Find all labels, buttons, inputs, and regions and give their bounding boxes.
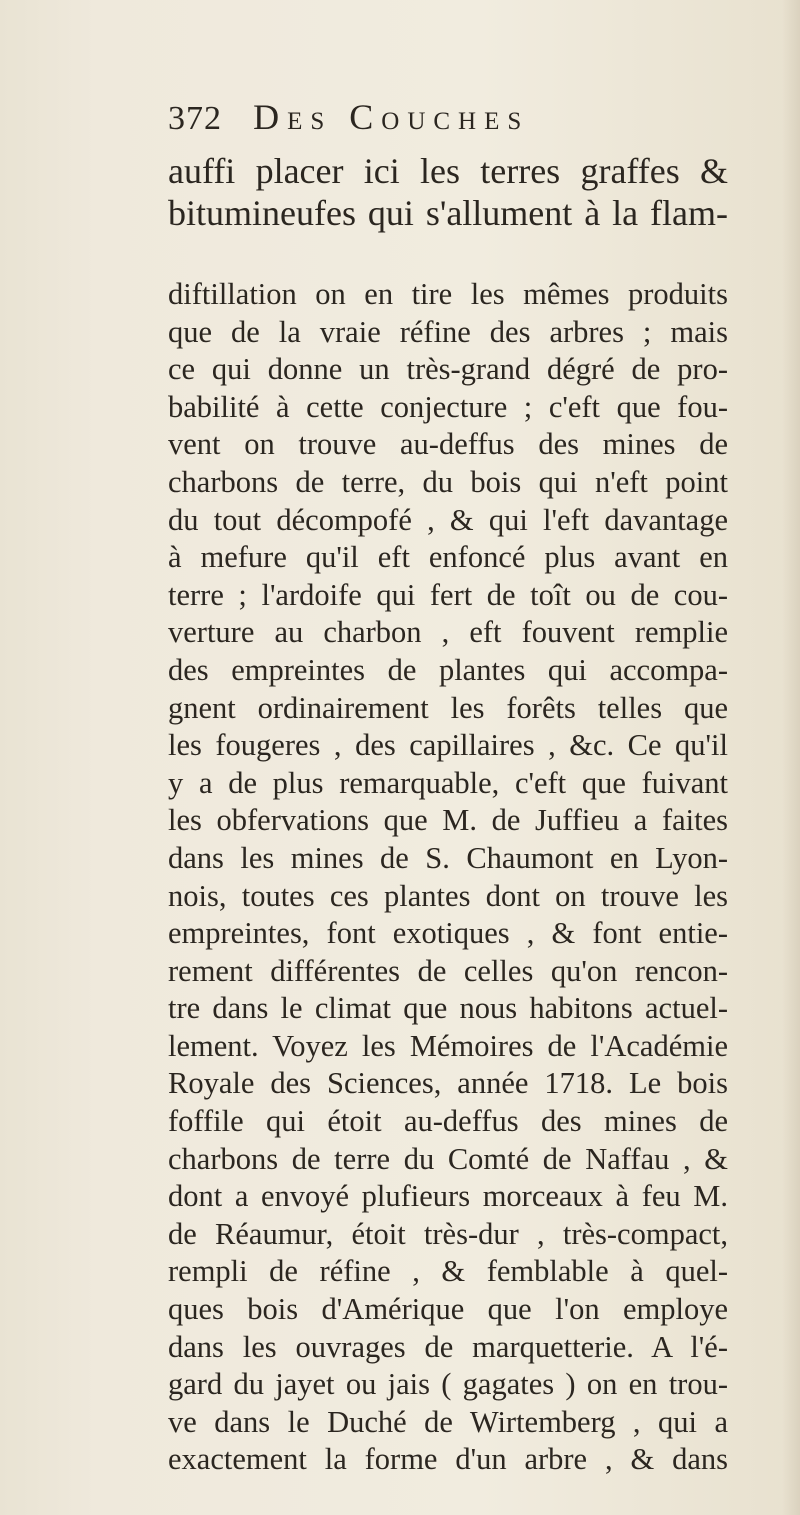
text-line: rement différentes de celles qu'on rencon-: [168, 953, 728, 988]
text-line: nois, toutes ces plantes dont on trouve les: [168, 878, 728, 913]
text-line: lement. Voyez les Mémoires de l'Académie: [168, 1028, 728, 1063]
text-line: ce qui donne un très-grand dégré de pro-: [168, 352, 728, 387]
text-line: ve dans le Duché de Wirtemberg , qui a: [168, 1404, 728, 1439]
text-line: gnent ordinairement les forêts telles que: [168, 690, 728, 725]
text-line: vent on trouve au-deffus des mines de: [168, 427, 728, 462]
text-line: les fougeres , des capillaires , &c. Ce qu'il: [168, 728, 728, 763]
text-line: terre ; l'ardoife qui fert de toît ou de cou-: [168, 577, 728, 612]
text-line: exactement la forme d'un arbre , & dans: [168, 1442, 728, 1477]
body-text: [168, 276, 728, 1479]
text-line: tre dans le climat que nous habitons actuel-: [168, 991, 728, 1026]
continuation-lines: [168, 150, 728, 234]
page-number: 372: [168, 100, 222, 137]
text-line: gard du jayet ou jais ( gagates ) on en trou-: [168, 1367, 728, 1402]
text-line: y a de plus remarquable, c'eft que fuivant: [168, 765, 728, 800]
text-line: diftillation on en tire les mêmes produits: [168, 277, 728, 311]
text-line: dont a envoyé plufieurs morceaux à feu M.: [168, 1179, 728, 1214]
text-line: charbons de terre, du bois qui n'eft point: [168, 464, 728, 499]
page-edge-shadow: [782, 0, 800, 1515]
text-line: des empreintes de plantes qui accompa-: [168, 652, 728, 687]
text-line: charbons de terre du Comté de Naffau , &: [168, 1141, 728, 1176]
text-line: du tout décompofé , & qui l'eft davantage: [168, 502, 728, 537]
text-line: ques bois d'Amérique que l'on employe: [168, 1292, 728, 1327]
text-line: Royale des Sciences, année 1718. Le bois: [168, 1066, 728, 1101]
text-line: que de la vraie réfine des arbres ; mais: [168, 314, 728, 349]
running-head: Des Couches: [253, 97, 530, 137]
text-line: foffile qui étoit au-deffus des mines de: [168, 1104, 728, 1139]
text-line: rempli de réfine , & femblable à quel-: [168, 1254, 728, 1289]
text-line: dans les ouvrages de marquetterie. A l'é-: [168, 1329, 728, 1364]
text-line: à mefure qu'il eft enfoncé plus avant en: [168, 540, 728, 575]
page-header: [168, 96, 728, 144]
text-line: dans les mines de S. Chaumont en Lyon-: [168, 840, 728, 875]
text-line: les obfervations que M. de Juffieu a faites: [168, 803, 728, 838]
text-line: bitumineufes qui s'allument à la flam-: [168, 193, 728, 233]
text-line: verture au charbon , eft fouvent remplie: [168, 615, 728, 650]
text-line: empreintes, font exotiques , & font entie-: [168, 916, 728, 951]
text-line: de Réaumur, étoit très-dur , très-compact,: [168, 1216, 728, 1251]
text-line: babilité à cette conjecture ; c'eft que fou-: [168, 389, 728, 424]
text-line: auffi placer ici les terres graffes &: [168, 151, 728, 191]
